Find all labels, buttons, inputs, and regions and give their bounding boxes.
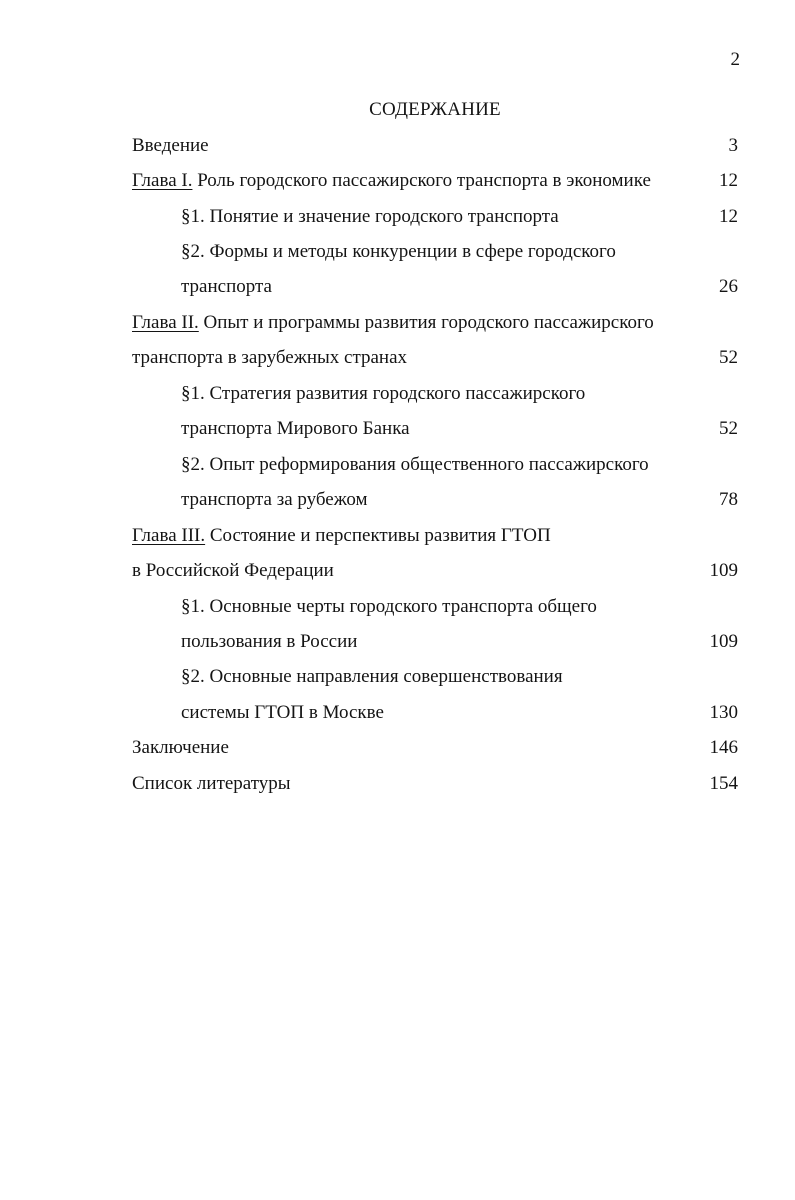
toc-entry-bibliography: [0, 771, 795, 797]
section-title-cont: системы ГТОП в Москве: [181, 702, 384, 723]
toc-entry-ch3-section-1-cont: [0, 629, 795, 655]
toc-page-ref: 78: [719, 489, 738, 510]
toc-entry-text: Заключение: [132, 737, 229, 758]
chapter-title: Опыт и программы развития городского пассажирского: [203, 312, 654, 333]
toc-entry-ch3-section-2-cont: [0, 700, 795, 726]
chapter-title-cont: в Российской Федерации: [132, 560, 334, 581]
section-title: §2. Опыт реформирования общественного пассажирского: [181, 454, 649, 475]
toc-page-ref: 12: [719, 206, 738, 227]
toc-entry-chapter-3-cont: [0, 558, 795, 584]
toc-entry-intro: [0, 133, 795, 159]
toc-title: СОДЕРЖАНИЕ: [369, 99, 501, 120]
chapter-title: Состояние и перспективы развития ГТОП: [209, 525, 551, 546]
chapter-label: Глава II.: [132, 312, 199, 333]
toc-entry-ch2-section-2: [0, 452, 795, 478]
section-title: §1. Основные черты городского транспорта общего: [181, 596, 597, 617]
toc-entry-chapter-2-cont: [0, 345, 795, 371]
toc-page-ref: 130: [709, 702, 738, 723]
toc-entry-ch2-section-2-cont: [0, 487, 795, 513]
chapter-label: Глава III.: [132, 525, 206, 546]
chapter-label: Глава I.: [132, 170, 193, 191]
section-title-cont: транспорта Мирового Банка: [181, 418, 410, 439]
chapter-title: Роль городского пассажирского транспорта в экономике: [197, 170, 651, 191]
toc-page-ref: 109: [709, 560, 738, 581]
section-title-cont: пользования в России: [181, 631, 358, 652]
toc-page-ref: 52: [719, 418, 738, 439]
toc-page-ref: 3: [728, 135, 738, 156]
toc-page-ref: 52: [719, 347, 738, 368]
toc-entry-chapter-1: [0, 168, 795, 194]
toc-entry-ch2-section-1: [0, 381, 795, 407]
section-title-cont: транспорта: [181, 276, 272, 297]
page-number: 2: [730, 49, 740, 70]
toc-entry-conclusion: [0, 735, 795, 761]
toc-page-ref: 12: [719, 170, 738, 191]
toc-entry-ch1-section-2-cont: [0, 274, 795, 300]
section-title: §2. Формы и методы конкуренции в сфере городского: [181, 241, 616, 262]
toc-page-ref: 26: [719, 276, 738, 297]
section-title-cont: транспорта за рубежом: [181, 489, 368, 510]
toc-entry-ch2-section-1-cont: [0, 416, 795, 442]
toc-page-ref: 146: [709, 737, 738, 758]
toc-page-ref: 154: [709, 773, 738, 794]
toc-entry-ch3-section-1: [0, 594, 795, 620]
toc-entry-text: Список литературы: [132, 773, 291, 794]
section-title: §1. Понятие и значение городского транспорта: [181, 206, 559, 227]
toc-entry-ch1-section-1: [0, 204, 795, 230]
toc-entry-ch3-section-2: [0, 664, 795, 690]
section-title: §2. Основные направления совершенствования: [181, 666, 563, 687]
chapter-title-cont: транспорта в зарубежных странах: [132, 347, 408, 368]
toc-page-ref: 109: [709, 631, 738, 652]
toc-entry-ch1-section-2: [0, 239, 795, 265]
section-title: §1. Стратегия развития городского пассажирского: [181, 383, 586, 404]
toc-entry-chapter-3: [0, 523, 795, 549]
toc-entry-chapter-2: [0, 310, 795, 336]
toc-entry-text: Введение: [132, 135, 209, 156]
